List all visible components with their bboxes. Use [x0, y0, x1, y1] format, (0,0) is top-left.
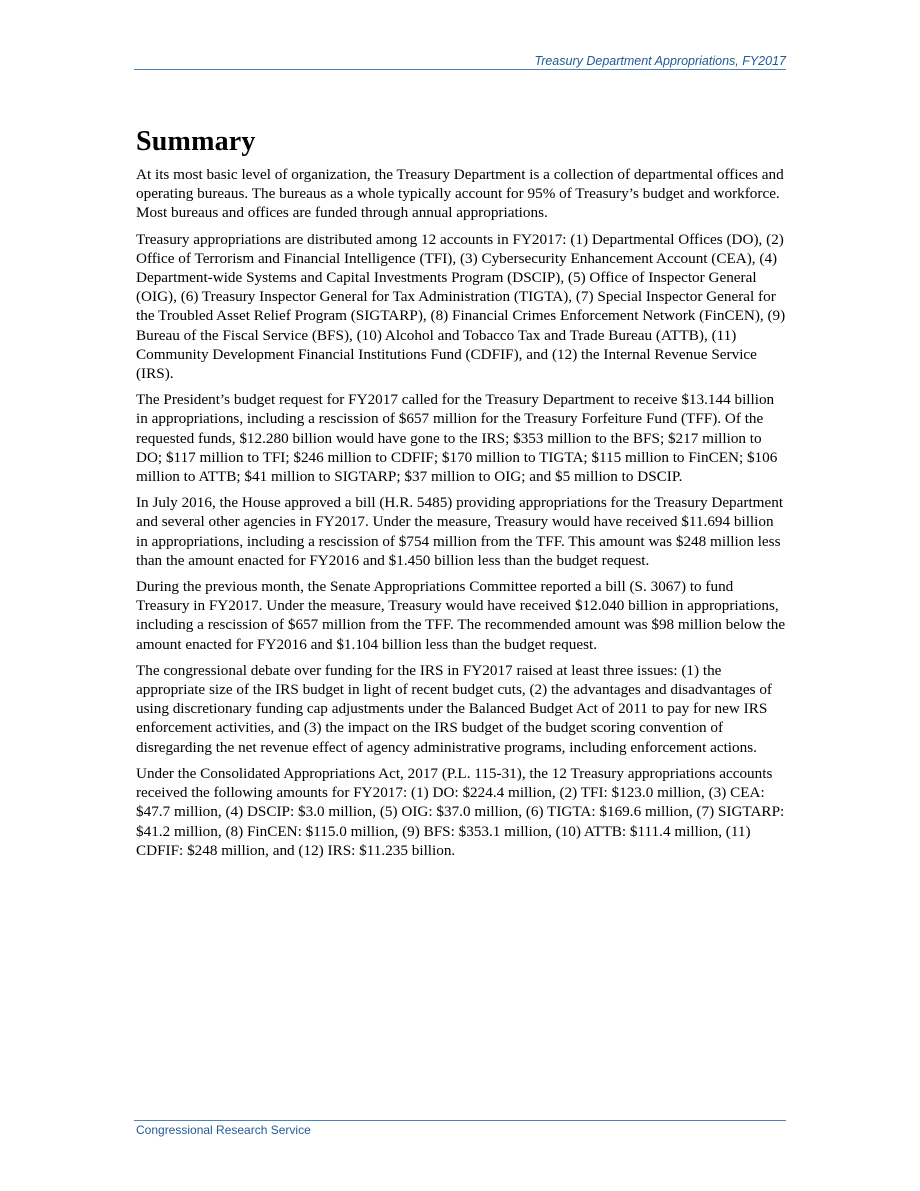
summary-section	[136, 125, 786, 867]
summary-paragraph-7: Under the Consolidated Appropriations Act, 2017 (P.L. 115-31), the 12 Treasury appropriations accounts received the following amounts for FY2017: (1) DO: $224.4 million, (2) TFI: $123.0 million, (3) CEA: $47.7 million, (4) DSCIP: $3.0 million, (5) OIG: $37.0 million, (6) TIGTA: $169.6 million, (7) SIGTARP: $41.2 million, (8) FinCEN: $115.0 million, (9) BFS: $353.1 million, (10) ATTB: $111.4 million, (11) CDFIF: $248 million, and (12) IRS: $11.235 billion.	[136, 764, 785, 859]
summary-paragraph-6: The congressional debate over funding for the IRS in FY2017 raised at least three issues: (1) the appropriate size of the IRS budget in light of recent budget cuts, (2) the advantages and disadvantages of using discretionary funding cap adjustments under the Balanced Budget Act of 2011 to pay for new IRS enforcement activities, and (3) the impact on the IRS budget of the budget scoring convention of disregarding the net revenue effect of agency administrative programs, including enforcement actions.	[136, 661, 772, 756]
page-title: Summary	[136, 126, 256, 157]
summary-paragraph-5: During the previous month, the Senate Appropriations Committee reported a bill (S. 3067) to fund Treasury in FY2017. Under the measure, Treasury would have received $12.040 billion in appropriations, including a rescission of $657 million from the TFF. The recommended amount was $98 million below the amount enacted for FY2016 and $1.104 billion less than the budget request.	[136, 578, 786, 653]
summary-paragraph-1: At its most basic level of organization, the Treasury Department is a collection of departmental offices and operating bureaus. The bureaus as a whole typically account for 95% of Treasury’s budget and workforce. Most bureaus and offices are funded through annual appropriations.	[136, 166, 784, 222]
header-divider	[134, 69, 786, 70]
footer-source: Congressional Research Service	[136, 1123, 311, 1137]
running-header-title: Treasury Department Appropriations, FY2017	[534, 54, 786, 68]
summary-paragraph-4: In July 2016, the House approved a bill (H.R. 5485) providing appropriations for the Treasury Department and several other agencies in FY2017. Under the measure, Treasury would have received $11.694 billion in appropriations, including a rescission of $754 million from the TFF. This amount was $248 million less than the amount enacted for FY2016 and $1.450 billion less than the budget request.	[136, 494, 784, 569]
summary-paragraph-3: The President’s budget request for FY2017 called for the Treasury Department to receive $13.144 billion in appropriations, including a rescission of $657 million for the Treasury Forfeiture Fund (TFF). Of the requested funds, $12.280 billion would have gone to the IRS; $353 million to the BFS; $217 million to DO; $117 million to TFI; $246 million to CDFIF; $170 million to TIGTA; $115 million to FinCEN; $106 million to ATTB; $41 million to SIGTARP; $37 million to OIG; and $5 million to DSCIP.	[136, 391, 778, 486]
summary-paragraph-2: Treasury appropriations are distributed among 12 accounts in FY2017: (1) Departmental Offices (DO), (2) Office of Terrorism and Financial Intelligence (TFI), (3) Cybersecurity Enhancement Account (CEA), (4) Department-wide Systems and Capital Investments Program (DSCIP), (5) Office of Inspector General (OIG), (6) Treasury Inspector General for Tax Administration (TIGTA), (7) Special Inspector General for the Troubled Asset Relief Program (SIGTARP), (8) Financial Crimes Enforcement Network (FinCEN), (9) Bureau of the Fiscal Service (BFS), (10) Alcohol and Tobacco Tax and Trade Bureau (ATTB), (11) Community Development Financial Institutions Fund (CDFIF), and (12) the Internal Revenue Service (IRS).	[136, 230, 786, 383]
footer-divider	[134, 1120, 786, 1121]
